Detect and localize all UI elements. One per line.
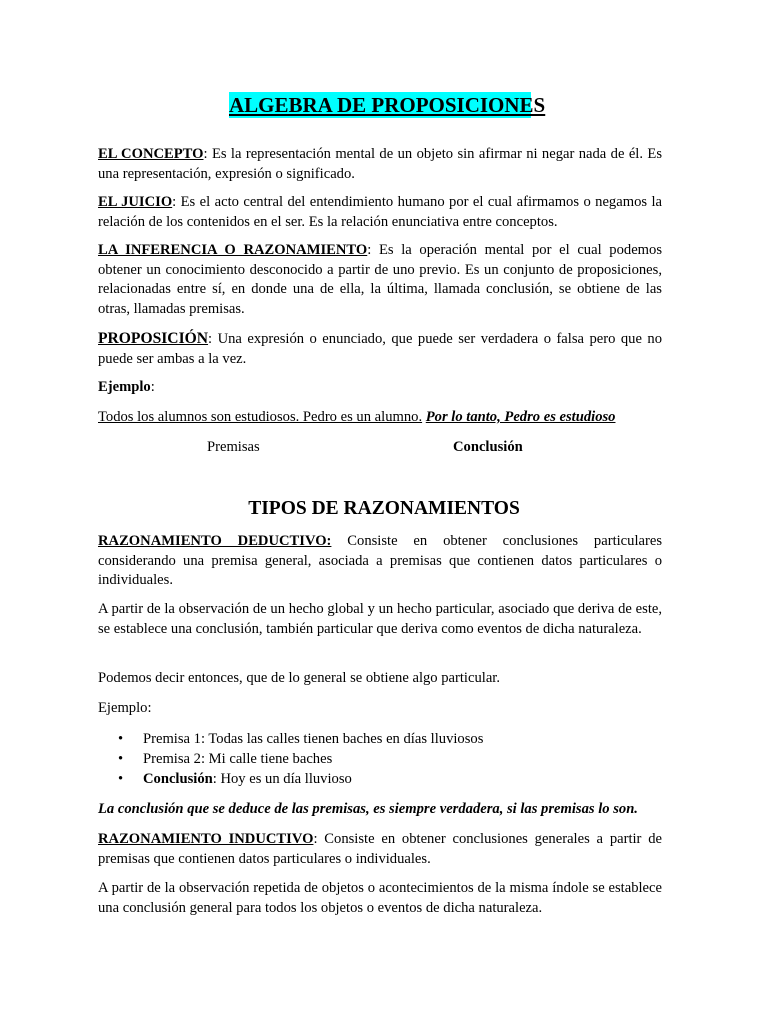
bullet-icon: • [118,751,124,767]
paragraph-deductivo-3: Podemos decir entonces, que de lo general se obtiene algo particular. [98,670,500,686]
list-item [118,749,483,769]
term-definition: : Es la operación mental por el cual podemos obtener un conocimiento desconocido a partir de uno previo. Es un conjunto de proposiciones, relacionadas entre sí, en donde una de ella, la última, llamada conclusión, se obtiene de las otras, llamadas premisas. [98,242,662,317]
term-definition: Consiste en obtener conclusiones particulares considerando una premisa general, asociada a premisas que contienen datos particulares o individuales. [98,533,663,588]
paragraph-inductivo [98,830,662,869]
conclusion-text: Por lo tanto, Pedro es estudioso [425,409,616,425]
ejemplo-colon: : [150,379,155,395]
section-title: TIPOS DE RAZONAMIENTOS [248,498,520,519]
conclusion-caption: Conclusión [453,439,523,455]
ejemplo-label-2: Ejemplo: [98,700,152,716]
paragraph-proposicion [98,329,662,369]
term-definition: : Consiste en obtener conclusiones generales a partir de premisas que contienen datos particulares o individuales. [98,831,662,867]
paragraph-juicio [98,193,662,232]
term-label: RAZONAMIENTO INDUCTIVO [98,831,314,847]
term-definition: : Es el acto central del entendimiento humano por el cual afirmamos o negamos la relación de los contenidos en el ser. Es la relación enunciativa entre conceptos. [98,194,662,230]
term-label: LA INFERENCIA O RAZONAMIENTO [98,242,368,258]
paragraph-deductivo-2: A partir de la observación de un hecho global y un hecho particular, asociado que deriva de este, se establece una conclusión, también particular que deriva como eventos de dicha naturaleza. [98,601,662,637]
ejemplo-bullet-list [118,729,483,789]
term-definition: : Una expresión o enunciado, que puede ser verdadera o falsa pero que no puede ser ambas a la vez. [98,331,662,367]
paragraph-concepto [98,145,662,184]
item-text: Premisa 1: Todas las calles tienen baches en días lluviosos [143,731,484,747]
list-item [118,769,483,789]
bullet-icon: • [118,771,124,787]
term-label: EL CONCEPTO [98,146,204,162]
paragraph-inferencia [98,241,662,319]
bullet-icon: • [118,731,124,747]
paragraph-inductivo-2: A partir de la observación repetida de objetos o acontecimientos de la misma índole se establece una conclusión general para todos los objetos o eventos de dicha naturaleza. [98,880,662,916]
item-prefix: Conclusión [143,771,213,787]
premise-text: Todos los alumnos son estudiosos. Pedro es un alumno. [98,409,423,425]
term-label: RAZONAMIENTO DEDUCTIVO: [98,533,332,549]
ejemplo-sentence [98,408,662,428]
item-text: : Hoy es un día lluvioso [212,771,352,787]
ejemplo-label: Ejemplo [98,379,151,395]
premisas-caption: Premisas [207,439,260,455]
ejemplo-heading [98,378,662,398]
paragraph-deductivo [98,532,662,591]
term-label: PROPOSICIÓN [98,330,209,347]
document-title: ALGEBRA DE PROPOSICIONES [229,93,546,117]
conclusion-note: La conclusión que se deduce de las premisas, es siempre verdadera, si las premisas lo son. [98,801,638,817]
term-label: EL JUICIO [98,194,173,210]
item-text: Premisa 2: Mi calle tiene baches [143,751,333,767]
list-item [118,729,483,749]
term-definition: : Es la representación mental de un objeto sin afirmar ni negar nada de él. Es una representación, expresión o significado. [98,146,662,182]
